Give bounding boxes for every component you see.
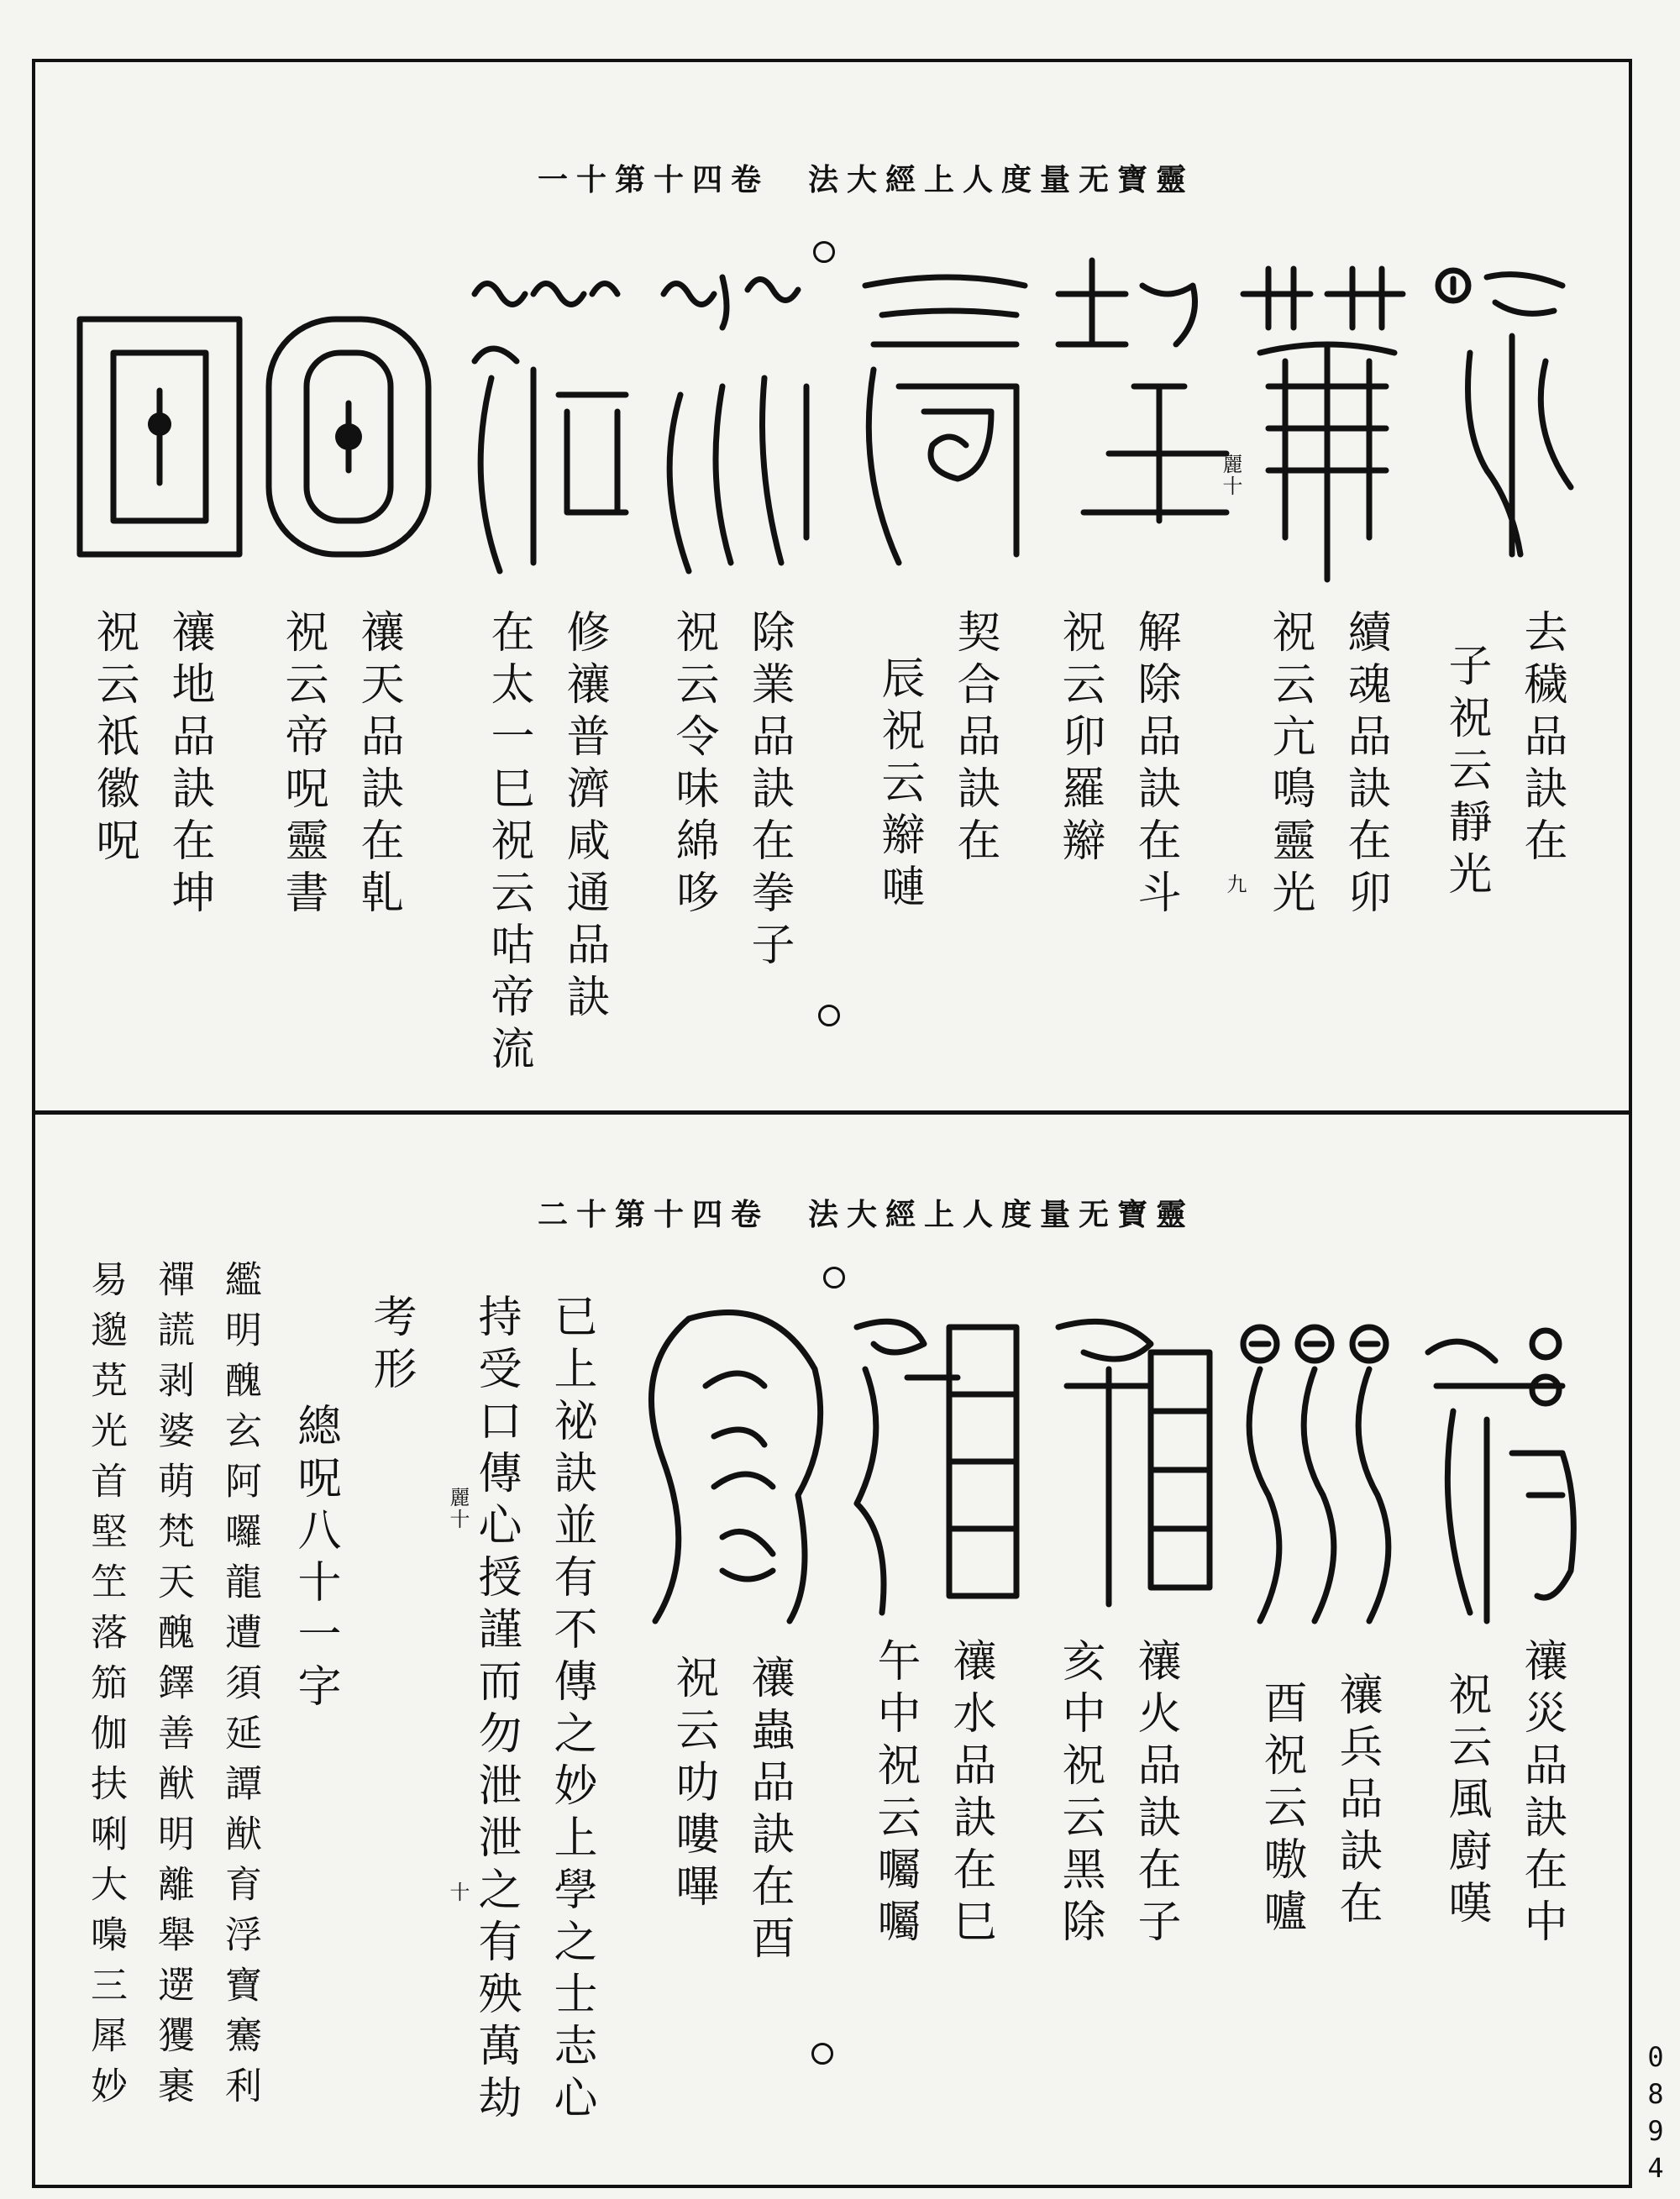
talisman-seal-6 <box>458 269 643 580</box>
registration-circle <box>811 2043 833 2065</box>
marginal-numeral: 十 <box>446 1881 470 1903</box>
registration-circle <box>818 1005 840 1026</box>
text-column: 禳災品訣在中 <box>1516 1638 1567 1950</box>
talisman-seal-10 <box>848 1302 1033 1638</box>
text-column: 續魂品訣在卯 <box>1340 609 1390 921</box>
text-column: 祝云風廚嘆 <box>1441 1672 1491 1932</box>
text-column: 祝云亢鳴靈光 <box>1264 609 1315 921</box>
text-column: 祝云令味綿哆 <box>668 609 718 921</box>
talisman-seal-11 <box>638 1310 832 1630</box>
text-column: 午中祝云囑囑 <box>869 1638 920 1950</box>
text-column: 祝云祇徽呪 <box>88 609 139 869</box>
text-column: 考形 <box>365 1294 416 1398</box>
text-column: 祝云卯羅辮 <box>1054 609 1105 869</box>
panel-divider <box>32 1110 1632 1115</box>
marginal-note: 麗十 <box>446 1487 470 1530</box>
text-column: 祝云帝呪靈書 <box>277 609 328 921</box>
page-number: 0894 <box>1640 2041 1672 2189</box>
text-column: 禳地品訣在坤 <box>164 609 214 921</box>
text-column: 禳蟲品訣在酉 <box>743 1655 794 1967</box>
incantation-column: 禪謊剥婆萌梵天醜鐸善猷明離舉遻玃裹 <box>151 1260 194 2117</box>
talisman-square-seal <box>76 315 244 559</box>
text-column: 除業品訣在拳子 <box>743 609 794 974</box>
text-column: 禳天品訣在乹 <box>353 609 403 921</box>
marginal-note: 麗十 <box>1219 454 1242 497</box>
talisman-seal-5 <box>647 269 832 580</box>
incantation-column: 易邈莌光首堅笁落笳伽扶唎大嘄三犀妙 <box>84 1260 127 2117</box>
talisman-seal-9 <box>1042 1302 1226 1638</box>
incantation-column: 繿明醜玄阿囉龍遭須延譚猷育浮寶騫利 <box>218 1260 261 2117</box>
text-column: 修禳普濟咸通品訣 <box>559 609 609 1026</box>
text-column: 子祝云靜光 <box>1441 643 1491 903</box>
text-column: 祝云叻嘍嗶 <box>668 1655 718 1915</box>
text-column: 禳兵品訣在 <box>1331 1672 1382 1932</box>
text-column: 已上祕訣並有不傳之妙上學之士志心 <box>546 1294 596 2127</box>
text-column: 辰祝云辮嗹 <box>874 655 924 916</box>
registration-circle <box>813 241 835 263</box>
text-column: 去穢品訣在 <box>1516 609 1567 869</box>
talisman-seal-7 <box>1420 1327 1596 1638</box>
marginal-numeral: 九 <box>1223 874 1247 895</box>
text-column: 總呪八十一字 <box>290 1403 340 1715</box>
bottom-panel-header: 二十第十四卷 法大經上人度量无寶靈 <box>538 1197 1195 1232</box>
text-column: 亥中祝云黑除 <box>1054 1638 1105 1950</box>
text-column: 解除品訣在斗 <box>1130 609 1180 921</box>
talisman-seal-8 <box>1235 1310 1403 1630</box>
registration-circle <box>823 1267 845 1288</box>
text-column: 禳火品訣在子 <box>1130 1638 1180 1950</box>
text-column: 契合品訣在 <box>949 609 1000 869</box>
talisman-circle-seal <box>260 311 437 563</box>
talisman-seal-3 <box>1042 260 1226 571</box>
talisman-seal-2 <box>1235 269 1411 588</box>
text-column: 酉祝云嗷嚧 <box>1256 1680 1306 1940</box>
text-column: 在太一巳祝云咕帝流 <box>483 609 533 1078</box>
talisman-seal-1 <box>1420 260 1596 571</box>
talisman-seal-4 <box>848 269 1033 580</box>
top-panel-header: 一十第十四卷 法大經上人度量无寶靈 <box>538 162 1195 197</box>
text-column: 持受口傳心授謹而勿泄泄之有殃萬劫 <box>470 1294 521 2127</box>
text-column: 禳水品訣在巳 <box>945 1638 995 1950</box>
